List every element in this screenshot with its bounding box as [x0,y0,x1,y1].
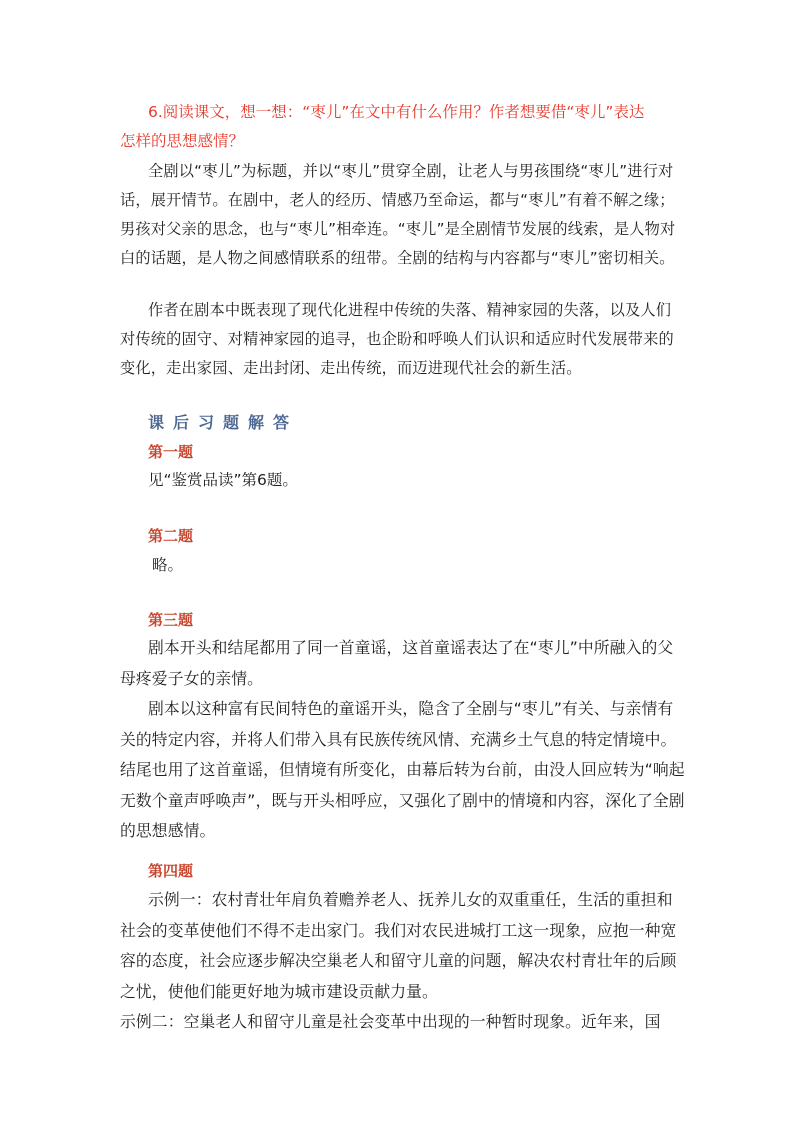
exercise-3-title: 第三题 [148,611,194,629]
exercise-4-title: 第四题 [148,862,194,880]
exercise-2-title: 第二题 [148,527,194,545]
exercise-1-title: 第一题 [148,443,194,461]
answer-6-para1: 全剧以“枣儿”为标题，并以“枣儿”贯穿全剧，让老人与男孩围绕“枣儿”进行对话，展开情节。在剧中，老人的经历、情感乃至命运，都与“枣儿”有着不解之缘；男孩对父亲的思念，也与“枣儿”相牵连。“枣儿”是全剧情节发展的线索，是人物对白的话题，是人物之间感情联系的纽带。全剧的结构与内容都与“枣儿”密切相关。 [120,162,676,267]
exercise-3-para2: 剧本以这种富有民间特色的童谣开头，隐含了全剧与“枣儿”有关、与亲情有关的特定内容，并将人们带入具有民族传统风情、充满乡土气息的特定情境中。结尾也用了这首童谣，但情境有所变化，由幕后转为台前，由没人回应转为“响起无数个童声呼唤声”，既与开头相呼应，又强化了剧中的情境和内容，深化了全剧的思想感情。 [120,699,685,840]
exercise-2-text: 略。 [152,556,184,574]
answer-6-para2: 作者在剧本中既表现了现代化进程中传统的失落、精神家园的失落，以及人们对传统的固守、对精神家园的追寻，也企盼和呼唤人们认识和适应时代发展带来的变化，走出家园、走出封闭、走出传统，而迈进现代社会的新生活。 [120,301,674,377]
question-6-line2: 怎样的思想感情？ [120,132,245,150]
question-6 [120,98,686,156]
question-6-line1: 6.阅读课文，想一想：“枣儿”在文中有什么作用？作者想要借“枣儿”表达 [148,103,645,121]
exercise-4-para1: 示例一：农村青壮年肩负着赡养老人、抚养儿女的双重重任，生活的重担和社会的变革使他们不得不走出家门。我们对农民进城打工这一现象，应抱一种宽容的态度，社会应逐步解决空巢老人和留守儿童的问题，解决农村青壮年的后顾之忧，使他们能更好地为城市建设贡献力量。 [120,890,677,1001]
section-title: 课后习题解答 [148,413,299,432]
exercise-4-para2: 示例二：空巢老人和留守儿童是社会变革中出现的一种暂时现象。近年来，国 [120,1012,661,1031]
exercise-4-body [120,885,686,1038]
exercise-3-body [120,633,686,847]
exercise-1-text: 见“鉴赏品读”第6题。 [148,471,298,489]
exercise-3-para1: 剧本开头和结尾都用了同一首童谣，这首童谣表达了在“枣儿”中所融入的父母疼爱子女的亲情。 [120,638,674,688]
answer-6-para1-block [120,157,686,273]
answer-6-para2-block [120,296,686,383]
